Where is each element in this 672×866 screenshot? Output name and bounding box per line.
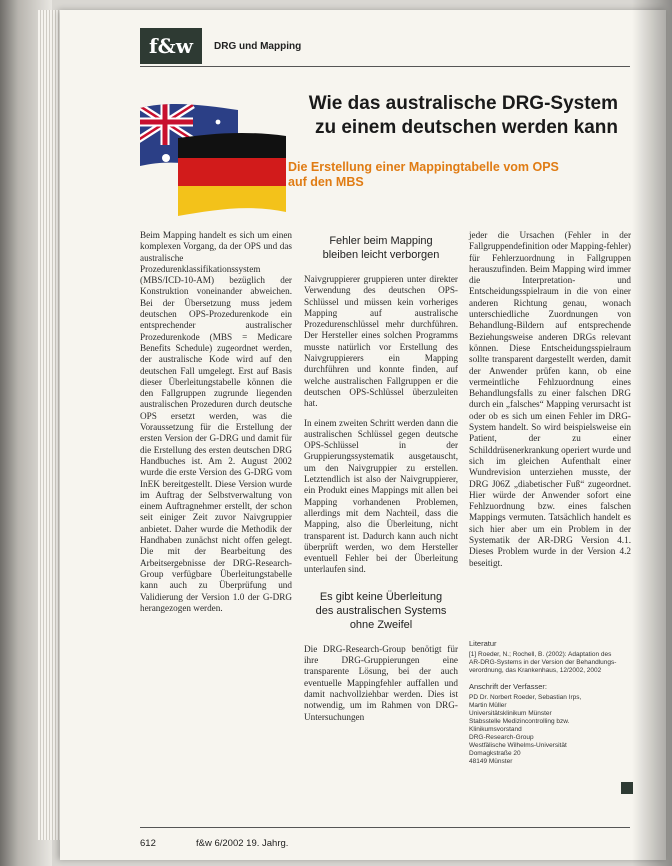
reference-line: [1] Roeder, N.; Rochell, B. (2002): Adaptation des: [469, 651, 612, 658]
literature: [469, 640, 631, 675]
address-line: DRG-Research-Group: [469, 734, 534, 741]
literature-label: Literatur: [469, 639, 497, 648]
flag-illustration: [138, 100, 288, 220]
subtitle-line: Die Erstellung einer Mappingtabelle vom OPS: [288, 160, 559, 174]
german-flag: [168, 128, 288, 220]
section-label: DRG und Mapping: [214, 41, 302, 52]
address-line: Domagkstraße 20: [469, 750, 521, 757]
author-address: [469, 683, 631, 766]
heading-line: Es gibt keine Überleitung: [319, 590, 443, 603]
paragraph: Die DRG-Research-Group benötigt für ihre DRG-Gruppierungen eine transparente Lösung, bei der auch eventuelle Mappingfehler auffallen und damit nachvollziehbar werden. Dies ist notwendig, um im Rahmen von DRG-Untersuchungen: [304, 643, 458, 722]
footer-rule: [140, 827, 630, 828]
paragraph: In einem zweiten Schritt werden dann die australischen Schlüssel gegen deutsche OPS-Schlüssel in der Gruppierungssystematik ausgetauscht, um den Naivgruppier zu erstellen. Letztendlich ist also der Naivgruppierer, ein Produkt eines Mappings mit allen bei Mapping vorhandenen Problemen, allerdings mit dem Nachteil, dass die Mapping, also die Überleitung, nicht transparent ist. Dadurch kann auch nicht überprüft werden, wo dem Hersteller eventuell Fehler bei der Überleitung unterlaufen sind.: [304, 417, 458, 575]
title-line: Wie das australische DRG-System: [308, 93, 618, 114]
column-heading: [304, 234, 458, 262]
heading-line: ohne Zweifel: [349, 618, 413, 631]
address-line: Martin Müller: [469, 702, 507, 709]
article-title: [288, 92, 618, 140]
text-column-3: [469, 230, 631, 577]
heading-line: bleiben leicht verborgen: [322, 249, 440, 261]
scan-shadow-right: [632, 0, 672, 866]
reference-line: verordnung, das Krankenhaus, 12/2002, 2002: [469, 667, 602, 674]
address-line: 48149 Münster: [469, 758, 513, 765]
subtitle-line: auf den MBS: [288, 175, 364, 189]
paragraph: Beim Mapping handelt es sich um einen komplexen Vorgang, da der OPS und das australische Prozedurenklassifikationssystem (MBS/ICD-10-AM) bezüglich der Konstruktion voneinander abweichen. Bei der Übersetzung muss jedem deutschen OPS-Prozedurenkode ein entsprechender australischer Prozedurenkode (MBS = Medicare Benefits Schedule) zugeordnet werden, der australische Kode wird auf den deutschen Fall umgelegt. Erst auf Basis dieser Überleitungstabelle können die den Fallgruppen zugrunde liegenden australischen Prozeduren durch deutsche OPS ersetzt werden, was die Voraussetzung für die Erstellung der ersten Version der G-DRG und damit für die Erstellung des ersten deutschen DRG Handbuches ist. Am 2. August 2002 wurde die erste Version des G-DRG vom InEK bereitgestellt. Diese Version wurde im Auftrag der Selbstverwaltung von einem Auftragnehmer erstellt, der schon seit einiger Zeit zuvor Naivgruppier anbietet. Daher wurde die Methodik der Handhaben zunächst nicht offen gelegt. Die mit der Bearbeitung des Arbeitsergebnisse der DRG-Research-Group verfügbare Überleitungstabelle kann auch zu Überprüfung und Validierung der Version 1.0 der G-DRG herangezogen werden.: [140, 230, 292, 613]
address-line: PD Dr. Norbert Roeder, Sebastian Irps,: [469, 694, 582, 701]
author-label: Anschrift der Verfasser:: [469, 682, 547, 691]
address-line: Stabsstelle Medizincontrolling bzw.: [469, 718, 570, 725]
magazine-logo: f&w: [140, 28, 202, 64]
article-subtitle: [288, 160, 618, 190]
reference-line: AR-DRG-Systems in der Version der Behandlungs-: [469, 659, 617, 666]
text-column-2: [304, 230, 458, 731]
page-number: 612: [140, 838, 156, 849]
title-line: zu einem deutschen werden kann: [314, 117, 618, 138]
heading-line: des australischen Systems: [315, 604, 447, 617]
references-block: [469, 640, 631, 774]
paragraph: jeder die Ursachen (Fehler in der Fallgruppendefinition oder Mapping-fehler) für Fehlerzuordnung in Fallgruppen herauszufinden. Beim Mapping wird immer die Interpretation- und Entscheidungsspielraum in die von einer anderen Richtung genau, wonach unterschiedliche Zuordnungen von Behandlung-Bildern auf entsprechende Beziehungsweise anderen DRGs relevant können. Diese Entscheidungsspielraum sollte transparent dargestellt werden, damit der Anwender prüfen kann, ob eine vermeintliche Fehlzuordnung eines Behandlungsfalls zu einer falschen DRG durch ein „falsches“ Mapping verursacht ist oder ob es sich um einen Fehler im DRG-System handelt. So wird beispielsweise ein Patient, der zu einer Schilddrüsenerkrankung operiert wurde und sich im gleichen Aufenthalt einer Wundrevision unterziehen musste, der DRG J06Z „diabetischer Fuß“ zugeordnet. Hier würde der Anwender sofort eine Fehlzuordnung bzw. eines falschen Mappings vermuten. Tatsächlich handelt es sich hier aber um ein Problem in der Systematik der AR-DRG Version 4.1. Dieses Problem wurde in der Version 4.2 beseitigt.: [469, 230, 632, 568]
text-column-1: [140, 230, 292, 622]
heading-line: Fehler beim Mapping: [329, 235, 433, 247]
header-rule: [140, 66, 630, 67]
column-heading: [304, 590, 458, 632]
address-line: Klinikumsvorstand: [469, 726, 522, 733]
issue-label: f&w 6/2002 19. Jahrg.: [196, 838, 289, 849]
address-line: Westfälische Wilhelms-Universität: [469, 742, 567, 749]
address-line: Universitätsklinikum Münster: [469, 710, 552, 717]
paragraph: Naivgruppierer gruppieren unter direkter Verwendung des deutschen OPS-Schlüssel und müssen kein vorheriges Mapping auf australische Prozedurenschlüssel mehr durchführen. Der Hersteller eines solchen Programms musste natürlich vor Erstellung des Naivgruppierers ein Mapping durchführen und konnte finden, auf welche australischen Fallgruppen er die deutschen OPS-Schlüssel überzuleiten hat.: [304, 274, 458, 409]
